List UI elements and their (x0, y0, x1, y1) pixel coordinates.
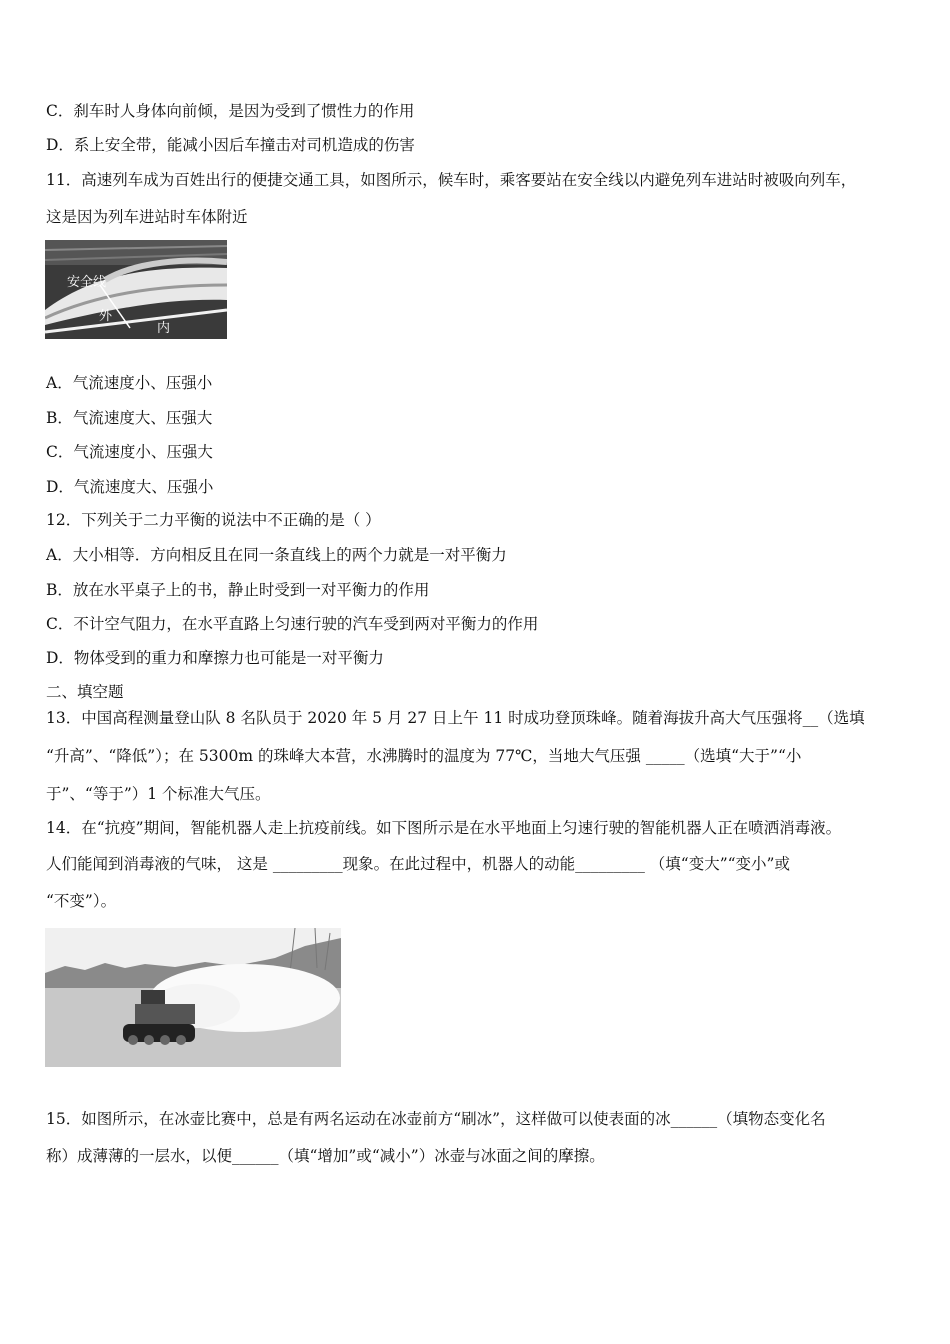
outside-label: 外 (99, 309, 113, 324)
option-a-q12: A．大小相等．方向相反且在同一条直线上的两个力就是一对平衡力 (46, 546, 507, 564)
option-d-q11: D．气流速度大、压强小 (46, 478, 214, 496)
section-heading: 二、填空题 (46, 683, 124, 701)
question-13-line2: “升高”、“降低”）；在 5300m 的珠峰大本营，水沸腾时的温度为 77℃，当地大气压强 _____（选填“大于”“小 (46, 747, 802, 765)
question-15-line2: 称）成薄薄的一层水，以便______（填“增加”或“减小”）冰壶与冰面之间的摩擦。 (46, 1147, 605, 1165)
option-c-q10: C．刹车时人身体向前倾，是因为受到了惯性力的作用 (46, 102, 415, 120)
option-b-q12: B．放在水平桌子上的书，静止时受到一对平衡力的作用 (46, 581, 430, 599)
question-11-line2: 这是因为列车进站时车体附近 (46, 208, 248, 226)
question-15-line1: 15．如图所示，在冰壶比赛中，总是有两名运动在冰壶前方“刷冰”，这样做可以使表面的冰______（填物态变化名 (46, 1110, 826, 1128)
train-safety-line-figure (45, 240, 227, 339)
option-b-q11: B．气流速度大、压强大 (46, 409, 213, 427)
option-c-q12: C．不计空气阻力，在水平直路上匀速行驶的汽车受到两对平衡力的作用 (46, 615, 539, 633)
option-c-q11: C．气流速度小、压强大 (46, 443, 213, 461)
question-14-line2: 人们能闻到消毒液的气味， 这是 _________现象。在此过程中，机器人的动能_________ （填“变大”“变小”或 (46, 855, 790, 873)
question-14-line3: “不变”）。 (46, 892, 117, 910)
question-14-line1: 14．在“抗疫”期间，智能机器人走上抗疫前线。如下图所示是在水平地面上匀速行驶的智能机器人正在喷洒消毒液。 (46, 819, 842, 837)
option-d-q12: D．物体受到的重力和摩擦力也可能是一对平衡力 (46, 649, 384, 667)
question-12: 12．下列关于二力平衡的说法中不正确的是（ ） (46, 511, 381, 529)
safety-line-label: 安全线 (67, 275, 107, 290)
question-13-line3: 于”、“等于”）1 个标准大气压。 (46, 785, 271, 803)
question-11-line1: 11．高速列车成为百姓出行的便捷交通工具，如图所示，候车时，乘客要站在安全线以内避免列车进站时被吸向列车， (46, 171, 857, 189)
option-d-q10: D．系上安全带，能减小因后车撞击对司机造成的伤害 (46, 136, 415, 154)
disinfection-robot-photo (45, 928, 341, 1067)
option-a-q11: A．气流速度小、压强小 (46, 374, 213, 392)
inside-label: 内 (157, 321, 171, 336)
question-13-line1: 13．中国高程测量登山队 8 名队员于 2020 年 5 月 27 日上午 11 时成功登顶珠峰。随着海拔升高大气压强将__（选填 (46, 709, 865, 727)
